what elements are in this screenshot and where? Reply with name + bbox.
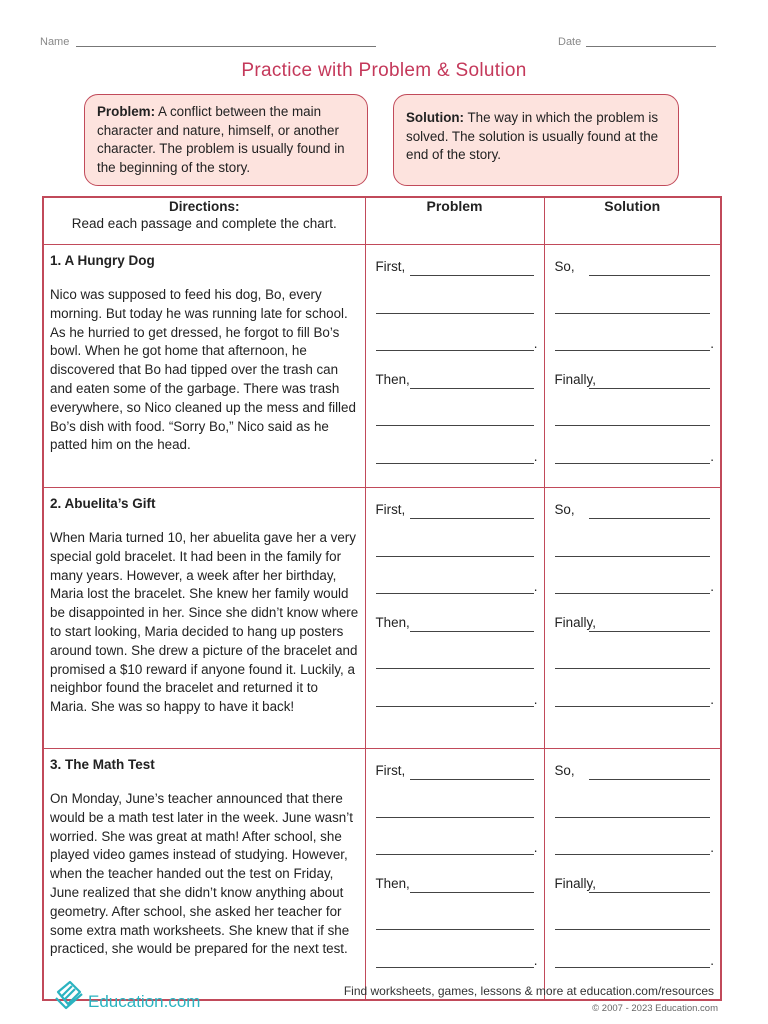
then-label: Then,: [375, 371, 410, 387]
table-row: [43, 749, 721, 1001]
finally-label: Finally,: [554, 614, 596, 630]
answer-line[interactable]: [376, 668, 534, 669]
answer-line[interactable]: [555, 593, 711, 594]
solution-answer-cell[interactable]: So, . Finally, .: [544, 245, 721, 488]
passage-title: 3. The Math Test: [50, 757, 155, 772]
solution-definition-text: The way in which the problem is solved. The solution is usually found at the end of the story.: [406, 110, 659, 162]
problem-definition-text: A conflict between the main character and nature, himself, or another character. The problem is usually found in the beginning of the story.: [97, 104, 345, 175]
answer-line[interactable]: [555, 556, 711, 557]
then-label: Then,: [375, 875, 410, 891]
passage-title: 1. A Hungry Dog: [50, 253, 155, 268]
education-logo-text[interactable]: Education.com: [88, 992, 201, 1011]
solution-definition-box: [393, 94, 679, 186]
answer-line[interactable]: [555, 929, 711, 930]
passage-text: When Maria turned 10, her abuelita gave her a very special gold bracelet. It had been in the family for many years. However, a week after her birthday, Maria lost the bracelet. She knew her family would be disappointed in her. Since she didn’t know where to start looking, Maria decided to hang up posters around town. She drew a picture of the bracelet and promised a $10 reward if anyone found it. Luckily, a neighbor found the bracelet and returned it to Maria. She was so happy to have it back!: [50, 530, 359, 715]
answer-line[interactable]: [555, 350, 711, 351]
answer-line[interactable]: [376, 817, 534, 818]
answer-line[interactable]: [589, 518, 711, 519]
answer-line[interactable]: [376, 854, 534, 855]
copyright: © 2007 - 2023 Education.com: [592, 1003, 718, 1014]
problem-definition-box: [84, 94, 368, 186]
answer-line[interactable]: [376, 593, 534, 594]
answer-line[interactable]: [555, 313, 711, 314]
answer-line[interactable]: [555, 706, 711, 707]
answer-line[interactable]: [376, 313, 534, 314]
answer-line[interactable]: [555, 425, 711, 426]
footer-tagline[interactable]: Find worksheets, games, lessons & more at education.com/resources: [343, 984, 714, 998]
answer-line[interactable]: [376, 463, 534, 464]
answer-line[interactable]: [589, 275, 711, 276]
answer-line[interactable]: [410, 631, 534, 632]
answer-line[interactable]: [376, 929, 534, 930]
passage-title: 2. Abuelita’s Gift: [50, 496, 156, 511]
first-label: First,: [375, 502, 406, 517]
answer-line[interactable]: [555, 967, 711, 968]
solution-term: Solution:: [406, 110, 465, 125]
problem-answer-cell[interactable]: First, . Then, .: [365, 245, 544, 488]
passage-cell: [43, 488, 365, 749]
passage-text: Nico was supposed to feed his dog, Bo, every morning. But today he was running late for school. As he hurried to get dressed, he forgot to fill Bo’s bowl. When he got home that afternoon, he discovered that Bo had tipped over the trash can and eaten some of the garbage. There was trash everywhere, so Nico cleaned up the mess and filled Bo’s dish with food. “Sorry Bo,” Nico said as he patted him on the head.: [50, 287, 356, 453]
passage-cell: [43, 245, 365, 488]
problem-answer-cell[interactable]: First, . Then, .: [365, 488, 544, 749]
answer-line[interactable]: [376, 425, 534, 426]
answer-line[interactable]: [410, 388, 534, 389]
so-label: So,: [554, 502, 575, 517]
answer-line[interactable]: [376, 350, 534, 351]
directions-cell: [43, 197, 365, 245]
problem-term: Problem:: [97, 104, 156, 119]
passage-cell: [43, 749, 365, 1001]
page-title: Practice with Problem & Solution: [241, 60, 527, 81]
problem-answer-cell[interactable]: First, . Then, .: [365, 749, 544, 1001]
passage-text: On Monday, June’s teacher announced that there would be a math test later in the week. June wasn’t worried. She was great at math! After school, she played video games instead of studying. However, when the teacher handed out the test on Friday, June realized that she didn’t know anything about geometry. After school, she asked her teacher for some extra math worksheets. She knew that if she practiced, she would be prepared for the next test.: [50, 791, 353, 957]
directions-text: Read each passage and complete the chart.: [71, 216, 337, 231]
solution-answer-cell[interactable]: So, . Finally, .: [544, 488, 721, 749]
table-row: [43, 245, 721, 488]
answer-line[interactable]: [555, 463, 711, 464]
answer-line[interactable]: [555, 854, 711, 855]
first-label: First,: [375, 259, 406, 274]
answer-line[interactable]: [589, 388, 711, 389]
date-label: Date: [558, 36, 582, 48]
answer-line[interactable]: [410, 275, 534, 276]
finally-label: Finally,: [554, 371, 596, 387]
solution-column-header: Solution: [544, 197, 721, 245]
problem-column-header: Problem: [365, 197, 544, 245]
so-label: So,: [554, 763, 575, 778]
name-label: Name: [40, 36, 70, 48]
first-label: First,: [375, 763, 406, 778]
finally-label: Finally,: [554, 875, 596, 891]
answer-line[interactable]: [589, 631, 711, 632]
so-label: So,: [554, 259, 575, 274]
answer-line[interactable]: [410, 779, 534, 780]
education-logo-icon: [52, 978, 86, 1017]
solution-answer-cell[interactable]: So, . Finally, .: [544, 749, 721, 1001]
answer-line[interactable]: [410, 892, 534, 893]
name-line[interactable]: [76, 46, 376, 47]
problem-solution-chart: [42, 196, 722, 1001]
answer-line[interactable]: [555, 817, 711, 818]
directions-title: Directions:: [168, 199, 240, 214]
answer-line[interactable]: [555, 668, 711, 669]
answer-line[interactable]: [589, 779, 711, 780]
answer-line[interactable]: [376, 706, 534, 707]
table-row: [43, 488, 721, 749]
date-line[interactable]: [586, 46, 716, 47]
answer-line[interactable]: [376, 967, 534, 968]
answer-line[interactable]: [410, 518, 534, 519]
answer-line[interactable]: [589, 892, 711, 893]
chart-header-row: [43, 197, 721, 245]
then-label: Then,: [375, 614, 410, 630]
answer-line[interactable]: [376, 556, 534, 557]
